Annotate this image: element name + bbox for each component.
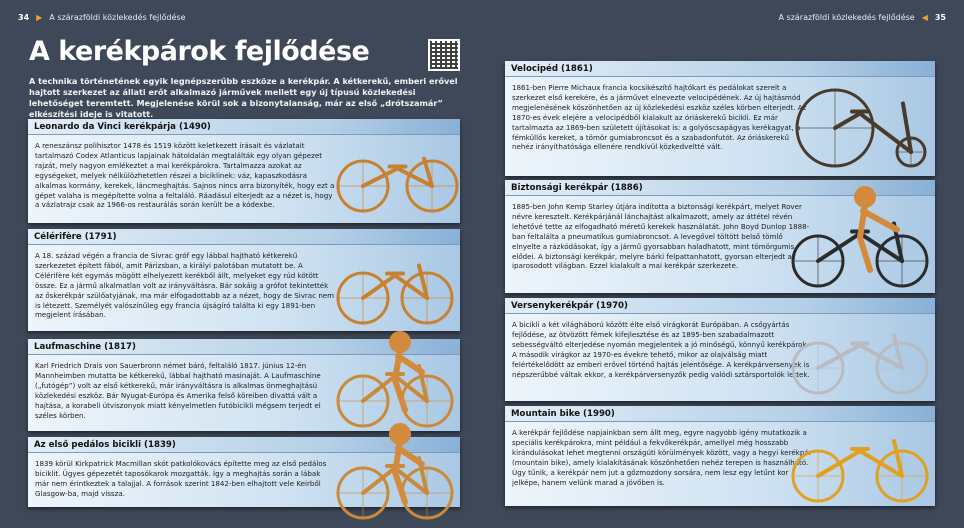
section-title: Biztonsági kerékpár (1886) (505, 180, 935, 196)
bike-frame (818, 441, 902, 476)
section-name: A szárazföldi közlekedés fejlődése (49, 13, 186, 22)
section-title: Az első pedálos bicikli (1839) (28, 437, 460, 453)
racing-bike-image (785, 302, 935, 397)
section-title: Versenykerékpár (1970) (505, 298, 935, 314)
section-text: A 18. század végén a francia de Sivrac gróf egy lábbal hajtható kétkerekű szerkezetet épített fából, amit Párizsban, a királyi palotában mutatott be. A Célérifère két egymás mögött elhelyezett kerékből állt, melyeket egy rúd kötött össze. Ez a jármű alkalmatlan volt az irányváltásra. Bár sokáig a grófot tekintették az őskerékpár szülőatyjának, ma már elfogadottabb az a nézet, hogy de Sivrac nem is létezett. Személyét valószínűleg egy francia újságíró találta ki egy 1891-ben megjelent írásában. (35, 251, 335, 320)
bike-frame (818, 336, 902, 369)
section-title: Leonardo da Vinci kerékpárja (1490) (28, 119, 460, 135)
section-text: Karl Friedrich Drais von Sauerbronn német báró, feltaláló 1817. június 12-én Mannheimben mutatta be kétkerekű, lábbal hajtható masinaját. A Laufmaschine („futógép”) volt az első kétkerekű, már irányváltásra is alkalmas önmeghajtású közlekedési eszköz. Bár Nyugat-Európa és Amerika felső köreiben divattá vált a hajtása, a korabeli útviszonyok miatt kényelmetlen futóbicikli mégsem terjedt el széles körben. (35, 361, 321, 420)
arrow-right-icon: ▶ (36, 13, 43, 22)
section-title: Velocipéd (1861) (505, 61, 935, 77)
page-number: 35 (934, 13, 946, 22)
mannequin (392, 334, 422, 410)
page-number: 34 (18, 13, 30, 22)
section-text: A reneszánsz polihisztor 1478 és 1519 között keletkezett írásait és vázlatait tartalmazó Codex Atlanticus lapjainak hátoldalán megtalálták egy olyan gépezet rajzát, mely nagyon emlékeztet a mai kerékpárokra. Tartalmazza azokat az egységeket, melyek nélkülözhetetlen részei a biciklinek: váz, kapaszkodásra alkalmas kormány, kerekek, láncmeghajtás. Sajnos nincs arra bizonyíték, hogy ezt a gépet valaha is megépítette volna a feltaláló. Ráadásul elterjedt az a nézet is, hogy a vázlatrajz csak az 1966-os restaurálás során került be a kódexbe. (35, 141, 335, 210)
arrow-left-icon: ◀ (921, 13, 928, 22)
mannequin (392, 426, 422, 502)
section-title: Célérifère (1791) (28, 229, 460, 245)
section-name: A szárazföldi közlekedés fejlődése (778, 13, 915, 22)
wooden-bike-image (330, 130, 465, 215)
bike-frame (363, 266, 427, 299)
wooden-bike-image (330, 232, 460, 327)
qr-code-icon[interactable] (428, 39, 460, 71)
intro-text: A technika történetének egyik legnépszerűbb eszköze a kerékpár. A kétkerekű, emberi erővel hajtott szerkezet az állati erőt alkalmazó járművek mellett egy új típusú közlekedési lehetőséget teremtett. Megjelenése körül sok a bizonytalanság, már az első „drótszamár” elkészítési ideje is vitatott. (29, 76, 458, 119)
velocipede-image (785, 65, 935, 170)
running-header-left (18, 13, 185, 22)
section-title: Laufmaschine (1817) (28, 339, 460, 355)
mannequin-on-bike-image (330, 330, 460, 430)
mannequin-on-bike-image (330, 422, 460, 522)
section-title: Mountain bike (1990) (505, 406, 935, 422)
page-title: A kerékpárok fejlődése (29, 36, 370, 67)
section-text: 1861-ben Pierre Michaux francia kocsikészítő hajtókart és pedálokat szerelt a szerkezet első kerekére, és a járművet elnevezte velocipédének. Az új hajtásmód megjelenésének köszönhetően az új közlekedési eszköz széles körben elterjedt. Az 1870-es évek elejére a velocipédből kialakult az óriáskerekű bicikli. Ez már tartalmazta az 1869-ben született újításokat is: a golyóscsapágyas kerékagyat, a fémküllős kereket, a tömör gumiabroncsot és a szabadonfutót. Az óriáskerekű nehéz irányíthatósága ellenére rendkívül közkedveltté vált. (512, 83, 807, 152)
section-text: A bicikli a két világháború között élte első virágkorát Európában. A csőgyártás fejlődése, az ötvözött fémek kifejlesztése és az 1895-ben szabadalmazott sebességváltó elterjedése nyomán megjelentek a jó minőségű, könnyű kerékpárok. A második virágkor az 1970-es évekre tehető, mikor az olajválság miatt felértékelődött az emberi erővel történő hajtás jelentősége. A kerékpárversenyek is népszerűbbé váltak ekkor, a kerékpárversenyzők pedig valódi sztársportolók lettek. (512, 320, 810, 379)
section-text: 1839 körül Kirkpatrick Macmillan skót patkolókovács építette meg az első pedálos biciklit. Ügyes gépezetét taposókarok mozgatták. Így a meghajtás során a lábak már nem érintkeztek a talajjal. A források szerint 1842-ben elhajtott vele Keirből Glasgow-ba, majd vissza. (35, 459, 327, 498)
running-header-right (779, 13, 946, 22)
safety-bike-image (785, 185, 935, 290)
section-text: A kerékpár fejlődése napjainkban sem állt meg, egyre nagyobb igény mutatkozik a speciális kerékpárokra, mint például a fekvőkerékpár, amellyel még hosszabb kirándulásokat lehet megtenni országúti körülmények között, vagy a hegyi kerékpár (mountain bike), amely kialakításának köszönhetően nehéz terepen is használható. Úgy tűnik, a kerékpár nem jut a gőzmozdony sorsára, nem lesz egy letűnt kor jelképe, hanem velünk marad a jövőben is. (512, 428, 812, 487)
mountain-bike-image (785, 405, 935, 505)
section-text: 1885-ben John Kemp Starley útjára indította a biztonsági kerékpárt, melyet Rover névre keresztelt. Kerékpárjánál lánchajtást alkalmazott, amely az áttétel révén lehetővé tette az elfogadható méretű kerekek használatát. John Boyd Dunlop 1888-ban feltalálta a pneumatikus gumiabroncsot. A levegővel töltött belső tömlő elnyelte a rázkódásokat, így a jármű gyorsabban haladhatott, mint tömörgumis elődei. A biztonsági kerékpár, melyre bárki felpattanhatott, gyorsan elterjedt az iparosodott világban. Ezzel kialakult a mai kerékpár szerkezete. (512, 202, 810, 271)
